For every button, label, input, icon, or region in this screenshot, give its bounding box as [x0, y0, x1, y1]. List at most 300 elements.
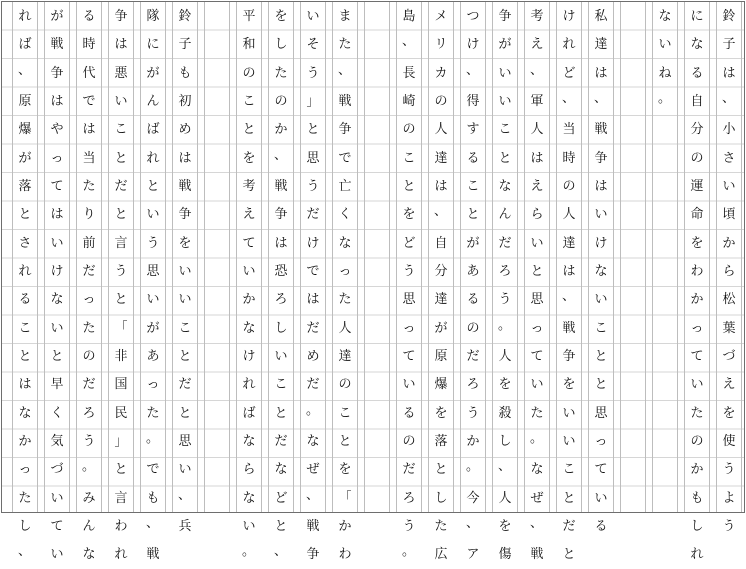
manuscript-character: 傷 — [498, 547, 512, 563]
manuscript-column — [268, 2, 294, 560]
manuscript-character: だ — [306, 320, 320, 336]
manuscript-character: う — [722, 462, 736, 478]
manuscript-character: 葉 — [722, 320, 736, 336]
manuscript-character: の — [562, 178, 576, 194]
manuscript-character: て — [530, 348, 544, 364]
manuscript-character: ア — [466, 547, 480, 563]
manuscript-column — [460, 2, 486, 563]
manuscript-character: ん — [498, 207, 512, 223]
manuscript-column — [204, 2, 230, 512]
manuscript-character: 使 — [722, 433, 736, 449]
manuscript-character: こ — [562, 462, 576, 478]
manuscript-character: は — [18, 377, 32, 393]
manuscript-character: う — [402, 263, 416, 279]
manuscript-character: い — [274, 348, 288, 364]
manuscript-character: っ — [402, 320, 416, 336]
manuscript-character: 鈴 — [178, 9, 192, 24]
manuscript-character: と — [498, 150, 512, 166]
manuscript-character: 運 — [690, 178, 704, 194]
manuscript-character: れ — [146, 150, 160, 166]
manuscript-character: 、 — [562, 289, 576, 305]
manuscript-character: た — [146, 405, 160, 421]
manuscript-character: 和 — [242, 37, 256, 53]
manuscript-character: に — [146, 37, 160, 53]
manuscript-character: 人 — [434, 122, 448, 138]
manuscript-character: い — [178, 263, 192, 279]
manuscript-character: と — [114, 150, 128, 166]
manuscript-character: る — [466, 292, 480, 308]
manuscript-character: 戦 — [338, 93, 352, 109]
manuscript-character: こ — [338, 405, 352, 421]
manuscript-character: 人 — [562, 207, 576, 223]
manuscript-character: の — [402, 122, 416, 138]
manuscript-character: 気 — [50, 433, 64, 449]
manuscript-character: っ — [18, 462, 32, 478]
manuscript-character: い — [114, 93, 128, 109]
manuscript-character: 、 — [530, 515, 544, 531]
manuscript-character: て — [242, 235, 256, 251]
manuscript-character: 今 — [466, 490, 480, 506]
manuscript-column — [108, 2, 134, 563]
manuscript-character: い — [402, 377, 416, 393]
manuscript-character: 争 — [338, 122, 352, 138]
manuscript-character: る — [402, 405, 416, 421]
manuscript-character: で — [82, 93, 96, 109]
manuscript-character: う — [402, 518, 416, 534]
manuscript-character: 。 — [466, 459, 480, 475]
manuscript-character: 。 — [82, 459, 96, 475]
manuscript-character: 争 — [274, 207, 288, 223]
manuscript-column — [140, 2, 166, 563]
manuscript-character: し — [18, 518, 32, 534]
manuscript-character: い — [242, 263, 256, 279]
manuscript-character: を — [274, 9, 288, 24]
manuscript-character: た — [530, 405, 544, 421]
manuscript-character: を — [402, 207, 416, 223]
manuscript-character: 当 — [562, 122, 576, 138]
manuscript-character: 得 — [466, 93, 480, 109]
manuscript-character: リ — [434, 37, 448, 53]
manuscript-character: 思 — [402, 292, 416, 308]
manuscript-character: だ — [306, 377, 320, 393]
manuscript-character: 戦 — [530, 547, 544, 563]
manuscript-character: 人 — [338, 320, 352, 336]
manuscript-character: わ — [114, 518, 128, 534]
manuscript-character: け — [562, 9, 576, 24]
manuscript-character: い — [50, 547, 64, 563]
manuscript-character: こ — [274, 377, 288, 393]
manuscript-character: た — [338, 37, 352, 53]
manuscript-character: と — [306, 122, 320, 138]
manuscript-character: が — [434, 320, 448, 336]
manuscript-character: た — [82, 320, 96, 336]
manuscript-character: は — [562, 263, 576, 279]
manuscript-character: る — [594, 518, 608, 534]
manuscript-character: く — [50, 405, 64, 421]
manuscript-character: の — [434, 93, 448, 109]
manuscript-character: の — [242, 65, 256, 81]
manuscript-character: 。 — [146, 430, 160, 446]
manuscript-character: い — [498, 65, 512, 81]
manuscript-character: し — [498, 433, 512, 449]
manuscript-character: い — [50, 490, 64, 506]
manuscript-character: 人 — [498, 348, 512, 364]
manuscript-character: ら — [722, 263, 736, 279]
manuscript-character: か — [18, 433, 32, 449]
manuscript-character: い — [242, 518, 256, 534]
manuscript-character: ね — [658, 65, 672, 81]
manuscript-character: 悪 — [114, 65, 128, 81]
manuscript-character: メ — [434, 9, 448, 24]
manuscript-character: で — [306, 263, 320, 279]
manuscript-character: ば — [146, 122, 160, 138]
manuscript-character: い — [530, 377, 544, 393]
manuscript-character: こ — [178, 320, 192, 336]
manuscript-character: れ — [690, 547, 704, 563]
manuscript-character: は — [594, 178, 608, 194]
manuscript-character: も — [178, 65, 192, 81]
manuscript-character: た — [690, 405, 704, 421]
manuscript-character: を — [562, 377, 576, 393]
manuscript-character: っ — [530, 320, 544, 336]
manuscript-character: 戦 — [50, 37, 64, 53]
manuscript-character: を — [498, 377, 512, 393]
manuscript-character: 、 — [338, 62, 352, 78]
manuscript-column — [588, 2, 614, 534]
manuscript-character: に — [690, 9, 704, 24]
manuscript-character: と — [466, 207, 480, 223]
manuscript-character: っ — [50, 150, 64, 166]
manuscript-character: だ — [82, 377, 96, 393]
manuscript-character: ら — [530, 207, 544, 223]
manuscript-character: し — [690, 518, 704, 534]
manuscript-character: い — [178, 292, 192, 308]
manuscript-character: 、 — [306, 487, 320, 503]
manuscript-character: を — [242, 150, 256, 166]
manuscript-character: い — [530, 235, 544, 251]
manuscript-column — [364, 2, 390, 512]
manuscript-character: い — [146, 292, 160, 308]
manuscript-character: 命 — [690, 207, 704, 223]
manuscript-column — [44, 2, 70, 563]
manuscript-character: 争 — [562, 348, 576, 364]
manuscript-character: る — [690, 65, 704, 81]
manuscript-character: 代 — [82, 65, 96, 81]
manuscript-character: が — [50, 9, 64, 24]
manuscript-character: 、 — [466, 62, 480, 78]
manuscript-character: 争 — [498, 9, 512, 24]
manuscript-character: た — [82, 178, 96, 194]
manuscript-character: と — [114, 207, 128, 223]
manuscript-character: う — [306, 178, 320, 194]
manuscript-character: 隊 — [146, 9, 160, 24]
manuscript-character: か — [690, 462, 704, 478]
manuscript-character: が — [146, 65, 160, 81]
manuscript-character: 。 — [658, 90, 672, 106]
manuscript-character: っ — [338, 263, 352, 279]
manuscript-character: で — [338, 150, 352, 166]
manuscript-character: 。 — [530, 430, 544, 446]
manuscript-character: 思 — [530, 292, 544, 308]
manuscript-character: だ — [562, 518, 576, 534]
manuscript-character: 小 — [722, 122, 736, 138]
manuscript-character: を — [434, 405, 448, 421]
manuscript-character: だ — [178, 377, 192, 393]
manuscript-character: だ — [114, 178, 128, 194]
manuscript-character: ば — [242, 405, 256, 421]
manuscript-character: い — [50, 320, 64, 336]
manuscript-character: 子 — [178, 37, 192, 53]
manuscript-character: は — [722, 65, 736, 81]
manuscript-character: う — [146, 235, 160, 251]
manuscript-character: 戦 — [146, 547, 160, 563]
manuscript-character: 言 — [114, 235, 128, 251]
manuscript-character: え — [722, 377, 736, 393]
manuscript-character: 落 — [18, 178, 32, 194]
manuscript-character: は — [50, 93, 64, 109]
manuscript-character: 、 — [146, 515, 160, 531]
manuscript-character: は — [50, 207, 64, 223]
manuscript-character: の — [690, 150, 704, 166]
manuscript-character: っ — [594, 433, 608, 449]
manuscript-character: と — [178, 405, 192, 421]
manuscript-column — [620, 2, 646, 512]
manuscript-character: 言 — [114, 490, 128, 506]
manuscript-character: う — [82, 433, 96, 449]
manuscript-character: は — [178, 150, 192, 166]
manuscript-character: い — [658, 37, 672, 53]
manuscript-character: 、 — [530, 62, 544, 78]
manuscript-character: 考 — [242, 178, 256, 194]
manuscript-character: ぜ — [530, 490, 544, 506]
manuscript-character: と — [594, 377, 608, 393]
manuscript-character: い — [498, 93, 512, 109]
manuscript-character: と — [242, 122, 256, 138]
manuscript-character: さ — [722, 150, 736, 166]
manuscript-character: 恐 — [274, 263, 288, 279]
manuscript-character: 。 — [242, 544, 256, 560]
manuscript-character: だ — [306, 207, 320, 223]
manuscript-character: 時 — [82, 37, 96, 53]
manuscript-character: て — [690, 348, 704, 364]
manuscript-character: あ — [146, 348, 160, 364]
manuscript-character: が — [146, 320, 160, 336]
manuscript-character: カ — [434, 65, 448, 81]
manuscript-character: 人 — [498, 490, 512, 506]
manuscript-character: め — [306, 348, 320, 364]
manuscript-character: 当 — [82, 150, 96, 166]
manuscript-character: こ — [498, 122, 512, 138]
manuscript-character: う — [466, 405, 480, 421]
manuscript-character: か — [338, 518, 352, 534]
manuscript-character: 崎 — [402, 93, 416, 109]
manuscript-character: か — [242, 292, 256, 308]
manuscript-character: 達 — [562, 235, 576, 251]
manuscript-character: や — [50, 122, 64, 138]
manuscript-character: し — [274, 320, 288, 336]
manuscript-character: 初 — [178, 93, 192, 109]
manuscript-character: 軍 — [530, 93, 544, 109]
manuscript-character: ろ — [466, 377, 480, 393]
manuscript-character: い — [178, 462, 192, 478]
manuscript-character: だ — [402, 462, 416, 478]
manuscript-character: 戦 — [594, 122, 608, 138]
manuscript-character: ろ — [402, 490, 416, 506]
manuscript-character: の — [338, 377, 352, 393]
manuscript-character: い — [594, 207, 608, 223]
manuscript-character: 」 — [114, 433, 128, 449]
manuscript-character: 殺 — [498, 405, 512, 421]
manuscript-character: は — [114, 37, 128, 53]
manuscript-character: と — [594, 348, 608, 364]
manuscript-character: 思 — [178, 433, 192, 449]
manuscript-character: た — [434, 518, 448, 534]
manuscript-character: 。 — [402, 544, 416, 560]
manuscript-character: 亡 — [338, 178, 352, 194]
manuscript-character: と — [562, 490, 576, 506]
manuscript-character: う — [306, 65, 320, 81]
manuscript-character: 、 — [562, 90, 576, 106]
manuscript-character: と — [274, 518, 288, 534]
manuscript-character: ん — [146, 93, 160, 109]
manuscript-character: 前 — [82, 235, 96, 251]
manuscript-character: 爆 — [18, 122, 32, 138]
manuscript-character: か — [690, 292, 704, 308]
manuscript-character: は — [434, 178, 448, 194]
manuscript-character: た — [18, 490, 32, 506]
manuscript-character: つ — [466, 9, 480, 24]
manuscript-column — [172, 2, 198, 534]
manuscript-character: と — [18, 348, 32, 364]
manuscript-character: ろ — [274, 292, 288, 308]
manuscript-character: わ — [338, 547, 352, 563]
manuscript-character: 争 — [50, 65, 64, 81]
manuscript-character: こ — [466, 178, 480, 194]
manuscript-character: づ — [722, 348, 736, 364]
manuscript-character: ど — [274, 490, 288, 506]
manuscript-character: だ — [274, 433, 288, 449]
manuscript-character: と — [274, 405, 288, 421]
manuscript-character: は — [82, 122, 96, 138]
manuscript-character: い — [146, 207, 160, 223]
manuscript-character: な — [242, 320, 256, 336]
manuscript-character: の — [690, 433, 704, 449]
manuscript-character: と — [146, 178, 160, 194]
manuscript-character: な — [242, 433, 256, 449]
manuscript-character: ろ — [82, 405, 96, 421]
manuscript-character: う — [722, 518, 736, 534]
manuscript-character: 私 — [594, 9, 608, 24]
manuscript-character: こ — [402, 150, 416, 166]
manuscript-character: え — [242, 207, 256, 223]
manuscript-character: 人 — [530, 122, 544, 138]
manuscript-character: す — [466, 122, 480, 138]
manuscript-character: 」 — [306, 93, 320, 109]
manuscript-character: 子 — [722, 37, 736, 53]
manuscript-character: な — [274, 462, 288, 478]
manuscript-character: 、 — [722, 90, 736, 106]
manuscript-character: 戦 — [274, 178, 288, 194]
manuscript-character: 松 — [722, 292, 736, 308]
manuscript-column — [556, 2, 582, 563]
manuscript-character: 民 — [114, 405, 128, 421]
manuscript-character: な — [530, 462, 544, 478]
manuscript-character: け — [242, 348, 256, 364]
manuscript-character: け — [594, 235, 608, 251]
manuscript-character: 「 — [338, 490, 352, 506]
manuscript-character: い — [722, 178, 736, 194]
manuscript-character: と — [50, 348, 64, 364]
manuscript-character: 思 — [594, 405, 608, 421]
manuscript-character: め — [178, 122, 192, 138]
manuscript-character: の — [402, 433, 416, 449]
manuscript-character: る — [82, 9, 96, 24]
manuscript-character: そ — [306, 37, 320, 53]
manuscript-character: 「 — [114, 320, 128, 336]
manuscript-character: ら — [242, 462, 256, 478]
manuscript-character: と — [178, 348, 192, 364]
manuscript-character: 達 — [434, 150, 448, 166]
manuscript-character: れ — [562, 37, 576, 53]
manuscript-character: い — [594, 292, 608, 308]
manuscript-character: な — [18, 405, 32, 421]
manuscript-character: け — [466, 37, 480, 53]
manuscript-character: 時 — [562, 150, 576, 166]
manuscript-character: な — [658, 9, 672, 24]
manuscript-character: 達 — [338, 348, 352, 364]
manuscript-character: 鈴 — [722, 9, 736, 24]
manuscript-character: を — [722, 405, 736, 421]
manuscript-column — [396, 2, 422, 560]
manuscript-character: 島 — [402, 9, 416, 24]
manuscript-character: こ — [242, 93, 256, 109]
manuscript-character: 、 — [594, 90, 608, 106]
manuscript-character: れ — [18, 9, 32, 24]
manuscript-character: っ — [690, 320, 704, 336]
manuscript-character: な — [498, 178, 512, 194]
manuscript-character: 争 — [594, 150, 608, 166]
manuscript-character: な — [306, 433, 320, 449]
manuscript-character: 達 — [594, 37, 608, 53]
manuscript-character: と — [562, 547, 576, 563]
manuscript-character: と — [114, 292, 128, 308]
manuscript-character: 、 — [402, 34, 416, 50]
manuscript-character: 分 — [434, 263, 448, 279]
manuscript-character: れ — [242, 377, 256, 393]
manuscript-character: を — [338, 462, 352, 478]
manuscript-character: け — [306, 235, 320, 251]
manuscript-character: と — [114, 462, 128, 478]
manuscript-character: 国 — [114, 377, 128, 393]
manuscript-column — [76, 2, 102, 563]
manuscript-character: は — [274, 235, 288, 251]
manuscript-character: 戦 — [562, 320, 576, 336]
manuscript-character: か — [722, 235, 736, 251]
manuscript-character: 争 — [114, 9, 128, 24]
manuscript-character: こ — [594, 320, 608, 336]
manuscript-character: 考 — [530, 9, 544, 24]
manuscript-character: 非 — [114, 348, 128, 364]
manuscript-character: 自 — [690, 93, 704, 109]
manuscript-character: の — [82, 348, 96, 364]
manuscript-character: だ — [466, 348, 480, 364]
manuscript-character: 爆 — [434, 377, 448, 393]
manuscript-character: な — [594, 263, 608, 279]
manuscript-character: 早 — [50, 377, 64, 393]
manuscript-character: り — [82, 207, 96, 223]
manuscript-character: 思 — [146, 263, 160, 279]
manuscript-character: 、 — [18, 544, 32, 560]
